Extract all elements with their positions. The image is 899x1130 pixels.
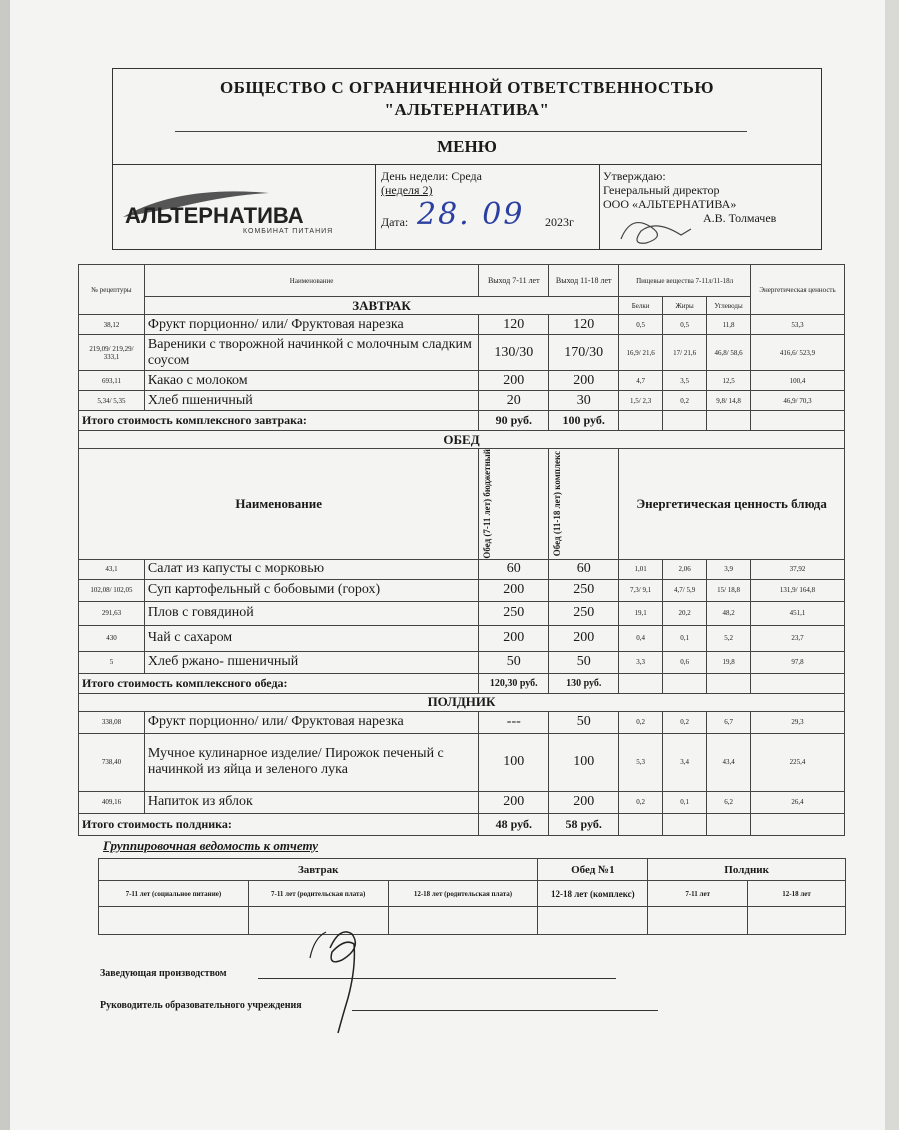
protein-cell: 7,3/ 9,1 <box>619 579 663 601</box>
section-breakfast: ЗАВТРАК <box>144 297 618 315</box>
handwritten-date: 28. 09 <box>417 197 525 232</box>
dish-name: Какао с молоком <box>144 371 478 391</box>
logo-text: АЛЬТЕРНАТИВА <box>125 203 304 228</box>
dish-name: Плов с говядиной <box>144 601 478 625</box>
signature-label-production: Заведующая производством <box>100 968 227 979</box>
output-11-18: 170/30 <box>549 335 619 371</box>
col-header-fat: Жиры <box>663 297 707 315</box>
document-header <box>112 68 822 250</box>
total-price-7-11: 90 руб. <box>479 411 549 431</box>
dish-name: Чай с сахаром <box>144 625 478 651</box>
energy-cell: 416,6/ 523,9 <box>751 335 845 371</box>
output-7-11: 50 <box>479 651 549 673</box>
approve-label: Утверждаю: <box>603 169 666 183</box>
approval-block <box>603 169 736 211</box>
energy-cell: 53,3 <box>751 315 845 335</box>
approve-position: Генеральный директор <box>603 183 720 197</box>
divider <box>175 131 747 132</box>
output-11-18: 200 <box>549 625 619 651</box>
dish-name: Хлеб пшеничный <box>144 391 478 411</box>
grouping-col-3: 12-18 лет (родительская плата) <box>388 881 538 907</box>
energy-cell: 131,9/ 164,8 <box>751 579 845 601</box>
col-header-name: Наименование <box>79 449 479 560</box>
output-11-18: 120 <box>549 315 619 335</box>
output-7-11: 100 <box>479 733 549 791</box>
fat-cell: 3,4 <box>663 733 707 791</box>
table-row <box>79 335 845 371</box>
col-header-lunch-out1: Обед (7-11 лет) бюджетный <box>482 449 493 559</box>
carbs-cell: 19,8 <box>707 651 751 673</box>
section-snack: ПОЛДНИК <box>79 693 845 711</box>
fat-cell: 0,6 <box>663 651 707 673</box>
grouping-lunch-header: Обед №1 <box>538 859 648 881</box>
recipe-cell: 338,08 <box>79 711 145 733</box>
output-11-18: 250 <box>549 579 619 601</box>
output-11-18: 30 <box>549 391 619 411</box>
section-lunch: ОБЕД <box>79 431 845 449</box>
fat-cell: 4,7/ 5,9 <box>663 579 707 601</box>
week-label: (неделя 2) <box>381 183 433 197</box>
col-header-protein: Белки <box>619 297 663 315</box>
divider <box>113 164 821 165</box>
col-header-out2: Выход 11-18 лет <box>549 265 619 297</box>
table-row <box>79 625 845 651</box>
energy-cell: 46,9/ 70,3 <box>751 391 845 411</box>
col-header-out1: Выход 7-11 лет <box>479 265 549 297</box>
grouping-value-cell <box>538 907 648 935</box>
org-line-1: ОБЩЕСТВО С ОГРАНИЧЕННОЙ ОТВЕТСТВЕННОСТЬЮ <box>219 78 715 97</box>
menu-table <box>78 264 845 836</box>
director-name: А.В. Толмачев <box>703 211 777 225</box>
signature-label-institution: Руководитель образовательного учреждения <box>100 1000 302 1011</box>
grouping-col-6: 12-18 лет <box>748 881 846 907</box>
fat-cell: 20,2 <box>663 601 707 625</box>
output-7-11: 200 <box>479 625 549 651</box>
grouping-value-cell <box>388 907 538 935</box>
page-edge-shadow <box>0 0 10 1130</box>
empty-cell <box>663 673 707 693</box>
grouping-table <box>98 858 846 935</box>
grouping-col-5: 7-11 лет <box>648 881 748 907</box>
table-row <box>79 651 845 673</box>
recipe-cell: 409,16 <box>79 791 145 813</box>
fat-cell: 0,1 <box>663 791 707 813</box>
lunch-total-row <box>79 673 845 693</box>
fat-cell: 2,06 <box>663 559 707 579</box>
empty-cell <box>663 411 707 431</box>
table-row <box>79 733 845 791</box>
output-11-18: 250 <box>549 601 619 625</box>
grouping-title: Группировочная ведомость к отчету <box>103 838 319 853</box>
fat-cell: 0,2 <box>663 391 707 411</box>
recipe-cell: 738,40 <box>79 733 145 791</box>
dish-name: Салат из капусты с морковью <box>144 559 478 579</box>
col-header-name: Наименование <box>144 265 478 297</box>
protein-cell: 4,7 <box>619 371 663 391</box>
empty-cell <box>663 813 707 835</box>
page-title: МЕНЮ <box>437 137 497 156</box>
fat-cell: 0,2 <box>663 711 707 733</box>
fat-cell: 0,1 <box>663 625 707 651</box>
company-logo <box>119 179 363 241</box>
total-price-11-18: 58 руб. <box>549 813 619 835</box>
protein-cell: 16,9/ 21,6 <box>619 335 663 371</box>
table-row <box>79 371 845 391</box>
empty-cell <box>619 673 663 693</box>
dish-name: Напиток из яблок <box>144 791 478 813</box>
energy-cell: 29,3 <box>751 711 845 733</box>
logo-subtitle: КОМБИНАТ ПИТАНИЯ <box>243 228 334 235</box>
energy-cell: 225,4 <box>751 733 845 791</box>
col-header-energy: Энергетическая ценность блюда <box>619 449 845 560</box>
protein-cell: 1,01 <box>619 559 663 579</box>
recipe-cell: 291,63 <box>79 601 145 625</box>
recipe-cell: 5,34/ 5,35 <box>79 391 145 411</box>
grouping-col-1: 7-11 лет (социальное питание) <box>99 881 249 907</box>
recipe-cell: 43,1 <box>79 559 145 579</box>
table-row <box>79 559 845 579</box>
output-11-18: 100 <box>549 733 619 791</box>
output-7-11: 20 <box>479 391 549 411</box>
output-7-11: 200 <box>479 791 549 813</box>
date-label: Дата: <box>381 215 409 229</box>
carbs-cell: 15/ 18,8 <box>707 579 751 601</box>
dish-name: Хлеб ржано- пшеничный <box>144 651 478 673</box>
protein-cell: 0,2 <box>619 791 663 813</box>
signature-line <box>352 1010 658 1011</box>
table-row <box>79 391 845 411</box>
grouping-breakfast-header: Завтрак <box>99 859 538 881</box>
grouping-value-cell <box>99 907 249 935</box>
fat-cell: 17/ 21,6 <box>663 335 707 371</box>
col-header-carbs: Углеводы <box>707 297 751 315</box>
recipe-cell: 693,11 <box>79 371 145 391</box>
snack-total-row <box>79 813 845 835</box>
output-7-11: 200 <box>479 371 549 391</box>
carbs-cell: 5,2 <box>707 625 751 651</box>
col-header-lunch-out2: Обед (11-18 лет) комплекс <box>552 451 563 557</box>
dish-name: Суп картофельный с бобовыми (горох) <box>144 579 478 601</box>
energy-cell: 100,4 <box>751 371 845 391</box>
carbs-cell: 9,8/ 14,8 <box>707 391 751 411</box>
output-7-11: 120 <box>479 315 549 335</box>
divider <box>599 164 600 250</box>
energy-cell: 23,7 <box>751 625 845 651</box>
empty-cell <box>619 411 663 431</box>
breakfast-total-row <box>79 411 845 431</box>
fat-cell: 3,5 <box>663 371 707 391</box>
protein-cell: 5,3 <box>619 733 663 791</box>
empty-cell <box>707 411 751 431</box>
handwritten-signature <box>290 918 390 1038</box>
org-line-2: "АЛЬТЕРНАТИВА" <box>384 100 550 119</box>
energy-cell: 37,92 <box>751 559 845 579</box>
empty-cell <box>619 813 663 835</box>
empty-cell <box>707 673 751 693</box>
empty-cell <box>751 411 845 431</box>
grouping-value-cell <box>748 907 846 935</box>
energy-cell: 97,8 <box>751 651 845 673</box>
total-label: Итого стоимость комплексного завтрака: <box>79 411 479 431</box>
grouping-col-2: 7-11 лет (родительская плата) <box>248 881 388 907</box>
col-header-recipe: № рецептуры <box>79 265 145 315</box>
table-row <box>79 791 845 813</box>
carbs-cell: 46,8/ 58,6 <box>707 335 751 371</box>
approve-org: ООО «АЛЬТЕРНАТИВА» <box>603 197 737 211</box>
table-row <box>79 315 845 335</box>
table-row <box>79 601 845 625</box>
energy-cell: 451,1 <box>751 601 845 625</box>
protein-cell: 1,5/ 2,3 <box>619 391 663 411</box>
total-price-7-11: 120,30 руб. <box>479 673 549 693</box>
recipe-cell: 102,08/ 102,05 <box>79 579 145 601</box>
col-header-energy: Энергетическая ценность <box>751 265 845 315</box>
output-7-11: 130/30 <box>479 335 549 371</box>
protein-cell: 0,4 <box>619 625 663 651</box>
dish-name: Вареники с творожной начинкой с молочным сладким соусом <box>144 335 478 371</box>
grouping-snack-header: Полдник <box>648 859 846 881</box>
table-row <box>79 579 845 601</box>
day-info <box>381 169 482 197</box>
protein-cell: 19,1 <box>619 601 663 625</box>
protein-cell: 0,2 <box>619 711 663 733</box>
protein-cell: 3,3 <box>619 651 663 673</box>
total-price-11-18: 100 руб. <box>549 411 619 431</box>
year-label: 2023г <box>545 215 574 229</box>
director-signature <box>611 209 701 249</box>
organization-name <box>113 77 821 121</box>
recipe-cell: 38,12 <box>79 315 145 335</box>
output-7-11: 250 <box>479 601 549 625</box>
protein-cell: 0,5 <box>619 315 663 335</box>
output-7-11: 200 <box>479 579 549 601</box>
output-11-18: 50 <box>549 711 619 733</box>
dish-name: Фрукт порционно/ или/ Фруктовая нарезка <box>144 711 478 733</box>
output-11-18: 200 <box>549 371 619 391</box>
dish-name: Мучное кулинарное изделие/ Пирожок печеный с начинкой из яйца и зеленого лука <box>144 733 478 791</box>
output-7-11: --- <box>479 711 549 733</box>
carbs-cell: 12,5 <box>707 371 751 391</box>
total-label: Итого стоимость полдника: <box>79 813 479 835</box>
carbs-cell: 6,7 <box>707 711 751 733</box>
fat-cell: 0,5 <box>663 315 707 335</box>
carbs-cell: 3,9 <box>707 559 751 579</box>
output-11-18: 60 <box>549 559 619 579</box>
output-11-18: 50 <box>549 651 619 673</box>
total-price-7-11: 48 руб. <box>479 813 549 835</box>
col-header-nutrients: Пищевые вещества 7-11л/11-18л <box>619 265 751 297</box>
recipe-cell: 219,09/ 219,29/ 333,1 <box>79 335 145 371</box>
divider <box>375 164 376 250</box>
energy-cell: 26,4 <box>751 791 845 813</box>
total-price-11-18: 130 руб. <box>549 673 619 693</box>
empty-cell <box>707 813 751 835</box>
total-label: Итого стоимость комплексного обеда: <box>79 673 479 693</box>
grouping-value-cell <box>648 907 748 935</box>
empty-cell <box>751 673 845 693</box>
dish-name: Фрукт порционно/ или/ Фруктовая нарезка <box>144 315 478 335</box>
empty-cell <box>751 813 845 835</box>
carbs-cell: 43,4 <box>707 733 751 791</box>
table-row <box>79 711 845 733</box>
carbs-cell: 48,2 <box>707 601 751 625</box>
carbs-cell: 11,8 <box>707 315 751 335</box>
day-label: День недели: Среда <box>381 169 482 183</box>
recipe-cell: 430 <box>79 625 145 651</box>
output-11-18: 200 <box>549 791 619 813</box>
grouping-col-4: 12-18 лет (комплекс) <box>538 881 648 907</box>
carbs-cell: 6,2 <box>707 791 751 813</box>
output-7-11: 60 <box>479 559 549 579</box>
recipe-cell: 5 <box>79 651 145 673</box>
